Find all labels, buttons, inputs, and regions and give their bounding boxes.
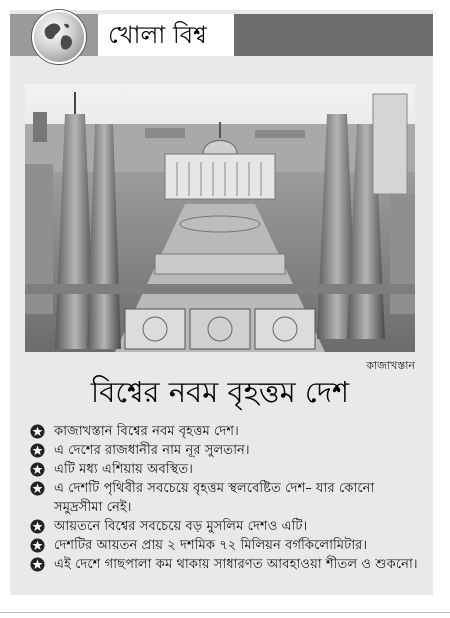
list-item [28,536,418,555]
star-bullet-icon [30,538,45,553]
globe-icon [32,10,86,64]
header-right-band [234,14,433,56]
photo-caption: কাজাখস্তান [366,359,415,372]
facts-list [28,422,418,574]
bottom-divider [0,612,450,613]
list-item [28,517,418,536]
fact-text: আয়তনে বিশ্বের সবচেয়ে বড় মুসলিম দেশও এটি। [54,519,308,534]
star-bullet-icon [30,481,45,496]
star-bullet-icon [30,462,45,477]
fact-text: এই দেশে গাছপালা কম থাকায় সাধারণত আবহাওয়া শীতল ও শুকনো। [54,557,418,572]
fact-text: এ দেশটি পৃথিবীর সবচেয়ে বৃহত্তম স্থলবেষ্টিত দেশ– যার কোনো সমুদ্রসীমা নেই। [54,481,375,515]
fact-text: কাজাখস্তান বিশ্বের নবম বৃহত্তম দেশ। [54,424,239,439]
fact-text: এ দেশের রাজধানীর নাম নূর সুলতান। [54,443,250,458]
section-header [10,14,433,56]
list-item [28,479,418,517]
star-bullet-icon [30,443,45,458]
star-bullet-icon [30,424,45,439]
kazakhstan-photo [25,84,415,352]
fact-text: এটি মধ্য এশিয়ায় অবস্থিত। [54,462,193,477]
header-left-band [10,14,98,56]
section-title: খোলা বিশ্ব [108,21,207,49]
headline: বিশ্বের নবম বৃহত্তম দেশ [90,375,350,409]
fact-text: দেশটির আয়তন প্রায় ২ দশমিক ৭২ মিলিয়ন বর্গকিলোমিটার। [54,538,368,553]
list-item [28,555,418,574]
star-bullet-icon [30,557,45,572]
header-title-box [98,14,234,56]
list-item [28,460,418,479]
list-item [28,422,418,441]
list-item [28,441,418,460]
star-bullet-icon [30,519,45,534]
